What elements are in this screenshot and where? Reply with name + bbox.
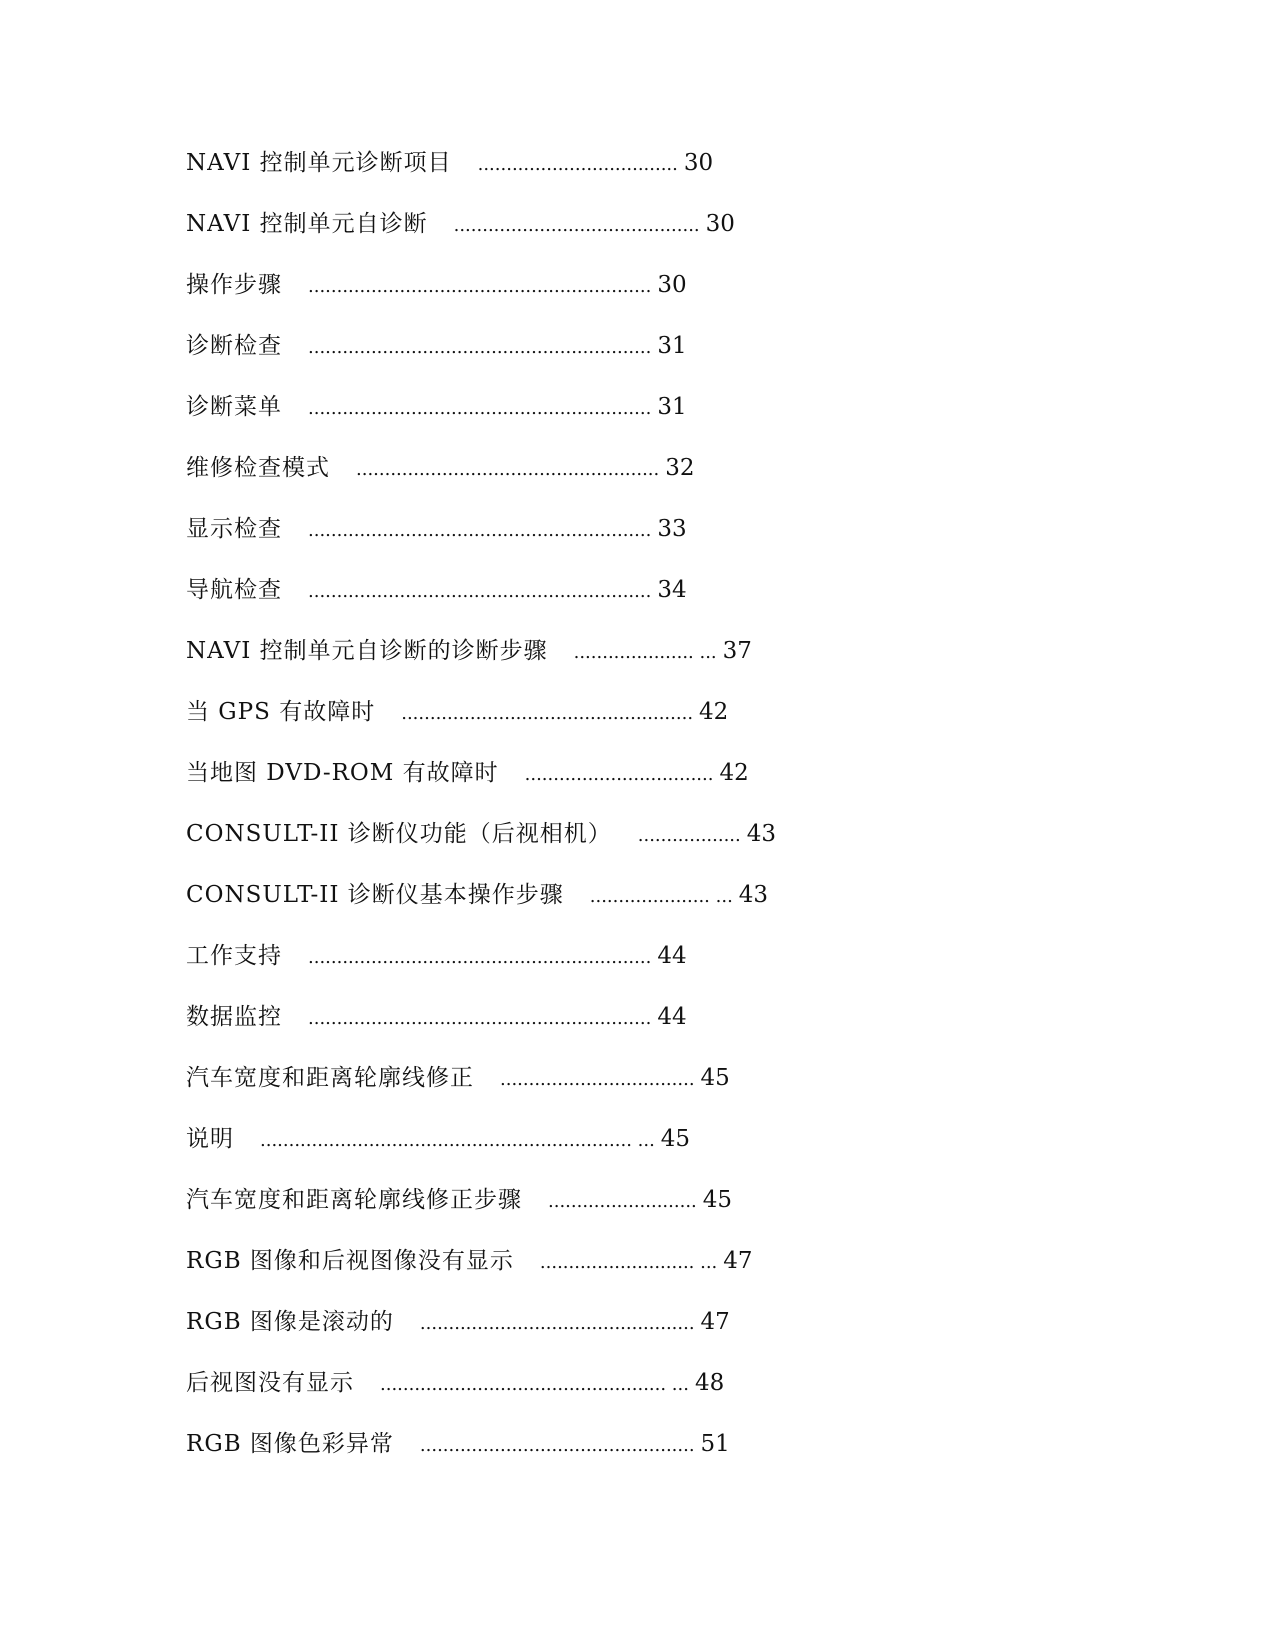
- toc-entry-title: 操作步骤: [186, 272, 282, 298]
- toc-leader-dots: ............................................................: [308, 947, 652, 968]
- toc-page-number: 45: [702, 1187, 733, 1213]
- toc-page-number: 45: [700, 1065, 730, 1091]
- toc-entry[interactable]: [186, 1124, 806, 1185]
- toc-entry-title: 汽车宽度和距离轮廓线修正: [186, 1065, 474, 1091]
- table-of-contents: [186, 148, 806, 1490]
- toc-page-number: 31: [657, 394, 687, 420]
- toc-leader-dots: ..........................: [548, 1191, 697, 1212]
- toc-leader-dots: .................................................. ...: [380, 1374, 689, 1395]
- toc-entry[interactable]: [186, 697, 806, 758]
- toc-leader-dots: ............................................................: [308, 398, 652, 419]
- toc-page-number: 47: [700, 1309, 730, 1335]
- toc-entry[interactable]: [186, 1002, 806, 1063]
- toc-entry-title: 说明: [186, 1126, 234, 1152]
- toc-entry-title: 导航检查: [186, 577, 282, 603]
- toc-page-number: 43: [746, 821, 777, 847]
- toc-leader-dots: ............................................................: [308, 520, 652, 541]
- toc-leader-dots: ............................................................: [308, 581, 652, 602]
- toc-entry[interactable]: [186, 880, 806, 941]
- toc-leader-dots: ..................................: [500, 1069, 695, 1090]
- toc-leader-dots: ........................... ...: [539, 1252, 718, 1273]
- toc-leader-dots: ............................................................: [308, 276, 652, 297]
- toc-page-number: 37: [722, 638, 752, 664]
- toc-page-number: 42: [719, 760, 749, 786]
- toc-entry-title: CONSULT-II 诊断仪基本操作步骤: [186, 882, 564, 908]
- toc-entry[interactable]: [186, 575, 806, 636]
- toc-leader-dots: ...........................................: [453, 215, 700, 236]
- toc-entry[interactable]: [186, 148, 806, 209]
- toc-page-number: 34: [657, 577, 687, 603]
- toc-leader-dots: ................................................: [419, 1313, 695, 1334]
- toc-page-number: 30: [683, 150, 714, 176]
- toc-page-number: 51: [700, 1431, 730, 1457]
- toc-leader-dots: ...................................: [477, 154, 678, 175]
- toc-entry-title: 数据监控: [186, 1004, 282, 1030]
- toc-entry[interactable]: [186, 331, 806, 392]
- toc-leader-dots: .....................................................: [356, 459, 660, 480]
- toc-entry[interactable]: [186, 636, 806, 697]
- toc-leader-dots: .................................: [524, 764, 714, 785]
- toc-entry-title: 诊断菜单: [186, 394, 282, 420]
- toc-page-number: 44: [657, 943, 687, 969]
- toc-leader-dots: ............................................................: [308, 337, 652, 358]
- toc-entry[interactable]: [186, 392, 806, 453]
- toc-leader-dots: ................................................: [419, 1435, 695, 1456]
- toc-entry-title: 后视图没有显示: [186, 1370, 354, 1396]
- toc-entry[interactable]: [186, 453, 806, 514]
- toc-leader-dots: ..................... ...: [589, 886, 733, 907]
- toc-leader-dots: ..................: [637, 825, 741, 846]
- toc-entry-title: NAVI 控制单元诊断项目: [186, 150, 452, 176]
- toc-leader-dots: ................................................................. ...: [260, 1130, 655, 1151]
- toc-entry-title: RGB 图像色彩异常: [186, 1431, 394, 1457]
- toc-entry[interactable]: [186, 1063, 806, 1124]
- toc-entry[interactable]: [186, 941, 806, 1002]
- toc-entry-title: 当地图 DVD-ROM 有故障时: [186, 760, 499, 786]
- toc-entry-title: CONSULT-II 诊断仪功能（后视相机）: [186, 821, 612, 847]
- toc-page-number: 30: [705, 211, 735, 237]
- toc-entry-title: 汽车宽度和距离轮廓线修正步骤: [186, 1187, 522, 1213]
- toc-entry[interactable]: [186, 270, 806, 331]
- toc-page-number: 45: [660, 1126, 691, 1152]
- toc-entry-title: 工作支持: [186, 943, 282, 969]
- toc-page-number: 47: [723, 1248, 753, 1274]
- toc-entry[interactable]: [186, 1246, 806, 1307]
- toc-page-number: 31: [657, 333, 687, 359]
- toc-leader-dots: ...................................................: [401, 703, 694, 724]
- toc-page-number: 44: [657, 1004, 687, 1030]
- toc-page-number: 33: [657, 516, 687, 542]
- toc-entry-title: RGB 图像是滚动的: [186, 1309, 394, 1335]
- toc-entry-title: RGB 图像和后视图像没有显示: [186, 1248, 514, 1274]
- toc-entry[interactable]: [186, 514, 806, 575]
- toc-entry[interactable]: [186, 1307, 806, 1368]
- toc-entry[interactable]: [186, 819, 806, 880]
- toc-leader-dots: ............................................................: [308, 1008, 652, 1029]
- toc-entry-title: NAVI 控制单元自诊断: [186, 211, 428, 237]
- toc-entry[interactable]: [186, 209, 806, 270]
- toc-entry-title: NAVI 控制单元自诊断的诊断步骤: [186, 638, 548, 664]
- toc-leader-dots: ..................... ...: [573, 642, 717, 663]
- toc-entry[interactable]: [186, 1429, 806, 1490]
- toc-entry-title: 维修检查模式: [186, 455, 330, 481]
- toc-page-number: 30: [657, 272, 687, 298]
- toc-entry[interactable]: [186, 1368, 806, 1429]
- toc-entry-title: 显示检查: [186, 516, 282, 542]
- toc-entry[interactable]: [186, 1185, 806, 1246]
- toc-page-number: 48: [694, 1370, 725, 1396]
- toc-page-number: 42: [699, 699, 729, 725]
- toc-entry-title: 诊断检查: [186, 333, 282, 359]
- toc-entry[interactable]: [186, 758, 806, 819]
- toc-page-number: 43: [738, 882, 769, 908]
- toc-entry-title: 当 GPS 有故障时: [186, 699, 376, 725]
- toc-page-number: 32: [665, 455, 695, 481]
